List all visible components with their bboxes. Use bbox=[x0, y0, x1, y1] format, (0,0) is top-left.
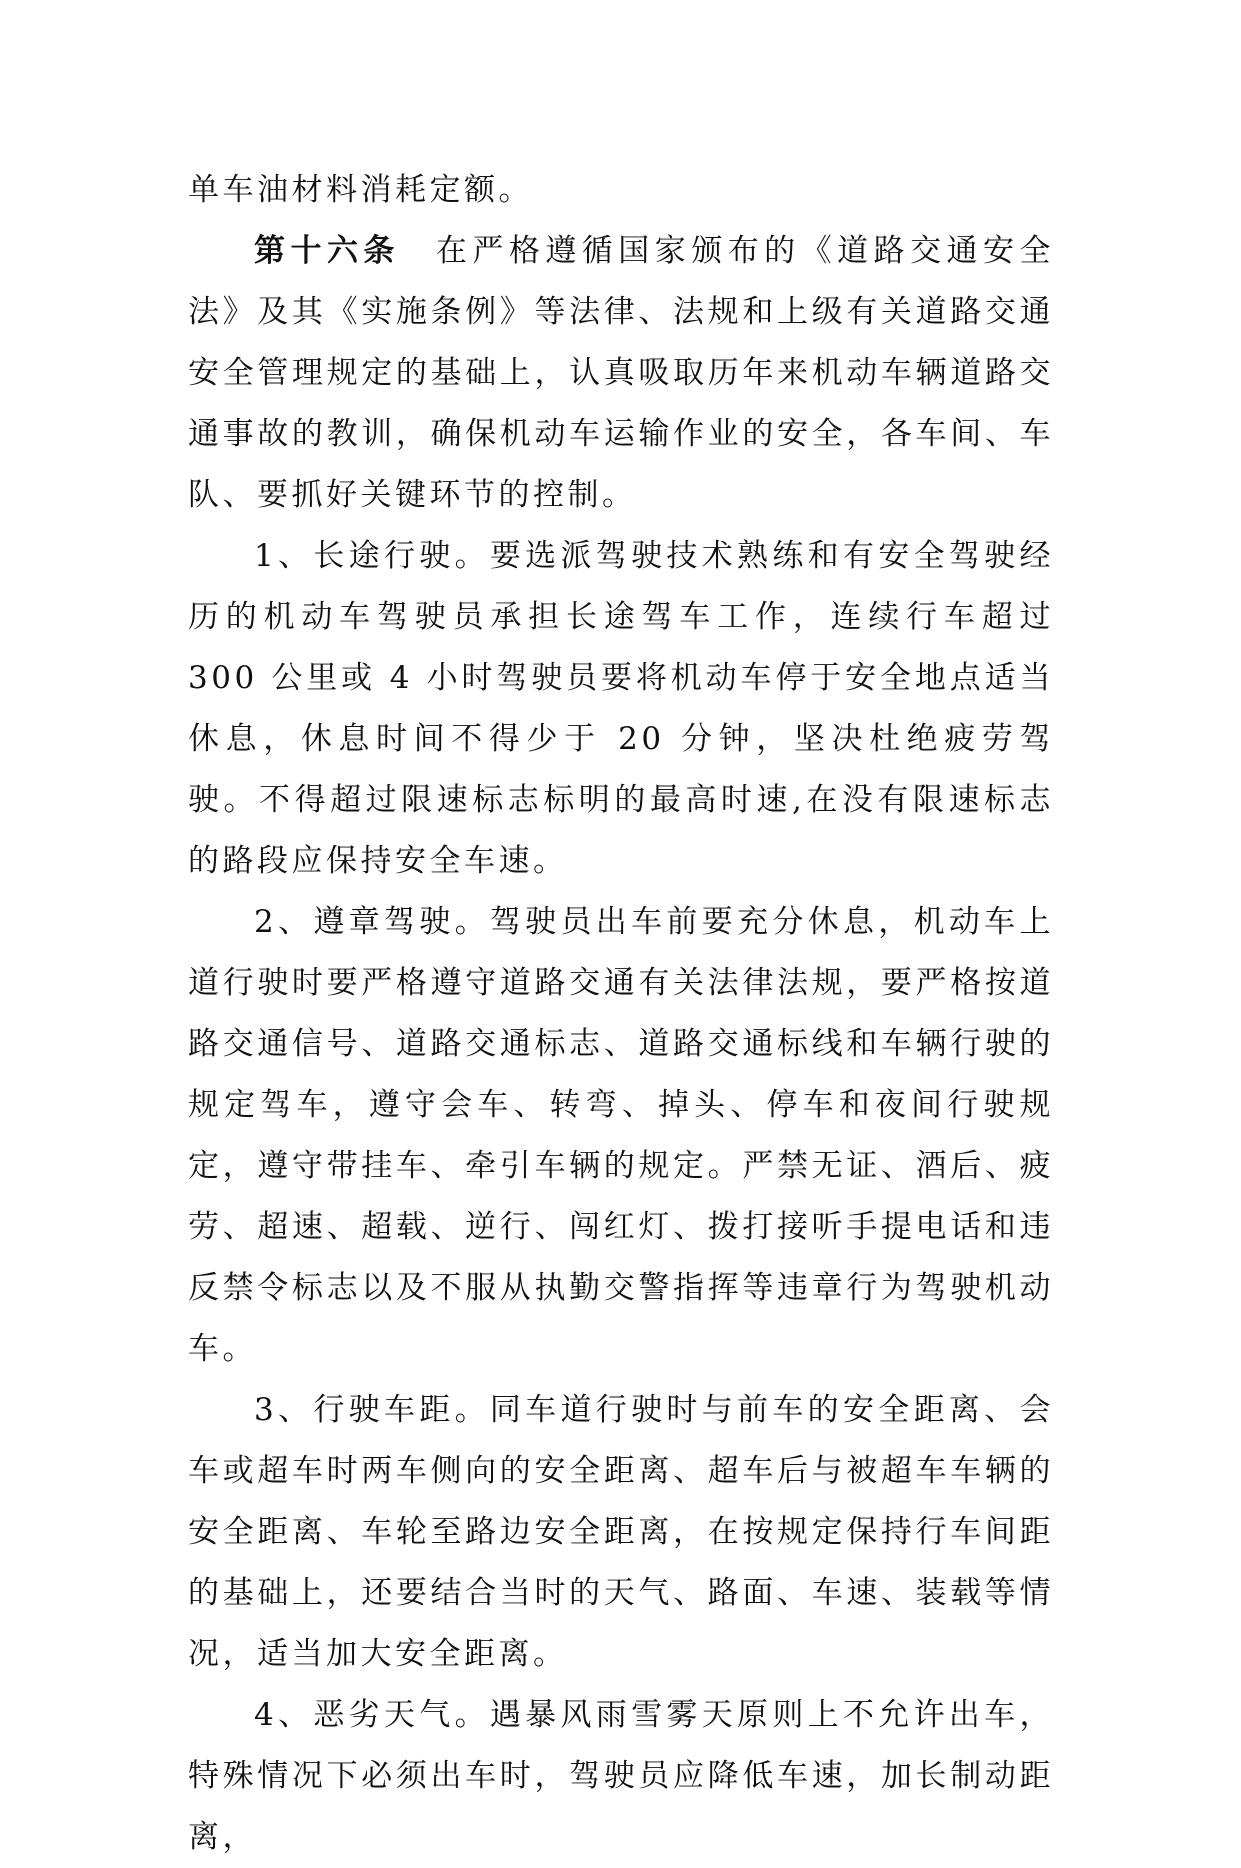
document-body bbox=[188, 160, 1054, 1868]
item-3-following-distance bbox=[188, 1380, 1054, 1685]
article-16-paragraph bbox=[188, 221, 1054, 526]
item-2-regulated-driving bbox=[188, 892, 1054, 1380]
paragraph-continuation bbox=[188, 160, 1054, 221]
paragraph-text: 1、长途行驶。要选派驾驶技术熟练和有安全驾驶经历的机动车驾驶员承担长途驾车工作，连续行车超过 300 公里或 4 小时驾驶员要将机动车停于安全地点适当休息，休息时间不得少于 20 分钟，坚决杜绝疲劳驾驶。不得超过限速标志标明的最高时速,在没有限速标志的路段应保持安全车速。 bbox=[188, 538, 1054, 879]
article-heading: 第十六条 bbox=[254, 233, 400, 269]
paragraph-text: 2、遵章驾驶。驾驶员出车前要充分休息，机动车上道行驶时要严格遵守道路交通有关法律法规，要严格按道路交通信号、道路交通标志、道路交通标线和车辆行驶的规定驾车，遵守会车、转弯、掉头、停车和夜间行驶规定，遵守带挂车、牵引车辆的规定。严禁无证、酒后、疲劳、超速、超载、逆行、闯红灯、拨打接听手提电话和违反禁令标志以及不服从执勤交警指挥等违章行为驾驶机动车。 bbox=[188, 904, 1054, 1367]
paragraph-text: 3、行驶车距。同车道行驶时与前车的安全距离、会车或超车时两车侧向的安全距离、超车后与被超车车辆的安全距离、车轮至路边安全距离，在按规定保持行车间距的基础上，还要结合当时的天气、路面、车速、装载等情况，适当加大安全距离。 bbox=[188, 1392, 1054, 1672]
item-4-bad-weather bbox=[188, 1685, 1054, 1868]
item-1-long-distance bbox=[188, 526, 1054, 892]
paragraph-text: 在严格遵循国家颁布的《道路交通安全法》及其《实施条例》等法律、法规和上级有关道路交通安全管理规定的基础上，认真吸取历年来机动车辆道路交通事故的教训，确保机动车运输作业的安全，各车间、车队、要抓好关键环节的控制。 bbox=[188, 233, 1054, 513]
paragraph-text: 单车油材料消耗定额。 bbox=[188, 172, 533, 208]
paragraph-text: 4、恶劣天气。遇暴风雨雪雾天原则上不允许出车，特殊情况下必须出车时，驾驶员应降低车速，加长制动距离， bbox=[188, 1697, 1054, 1855]
